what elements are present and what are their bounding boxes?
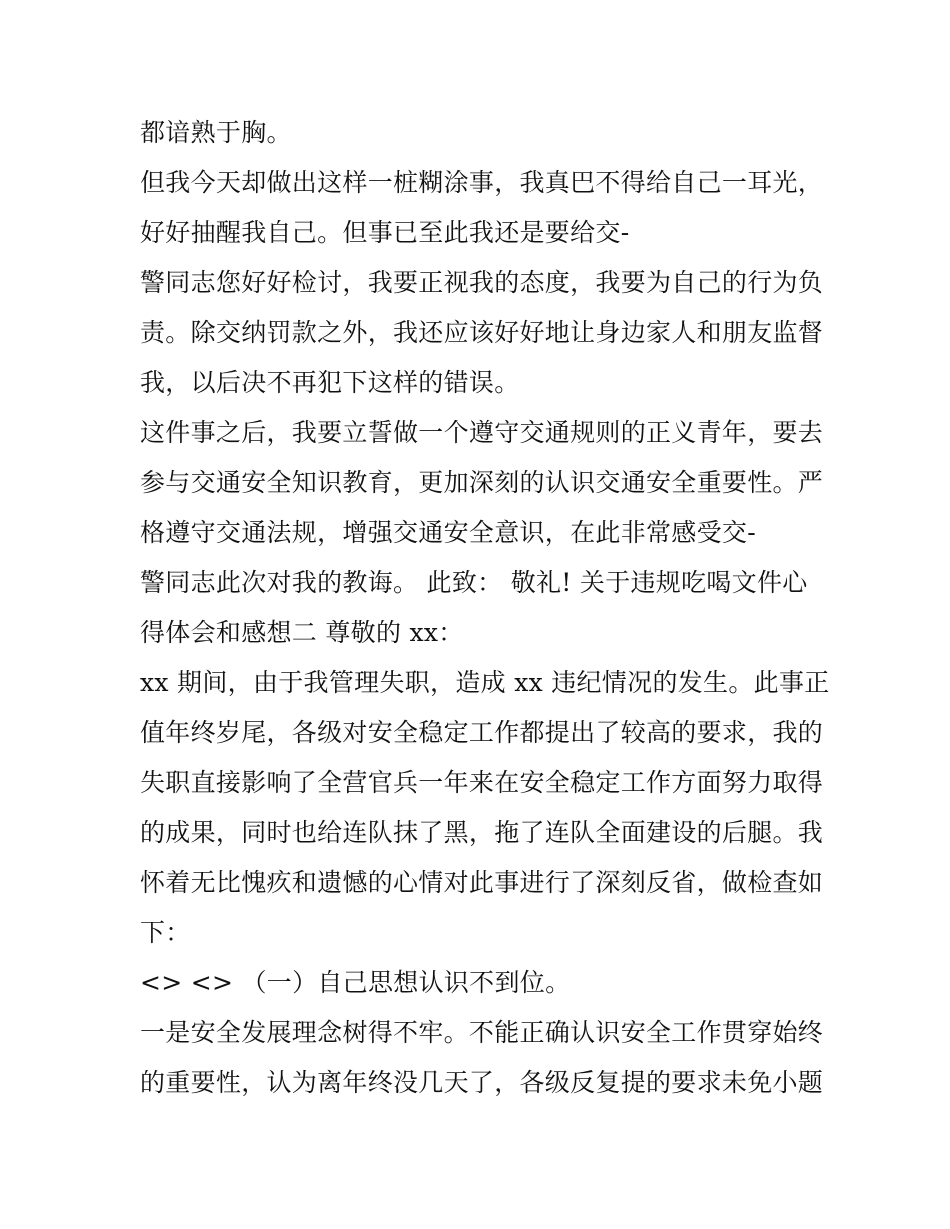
- text-line: 这件事之后，我要立誓做一个遵守交通规则的正义青年，要去: [140, 418, 824, 447]
- text-line: 警同志此次对我的教诲。 此致： 敬礼! 关于违规吃喝文件心: [140, 568, 808, 597]
- text-line: 格遵守交通法规，增强交通安全意识，在此非常感受交-: [140, 518, 756, 547]
- text-line: 警同志您好好检讨，我要正视我的态度，我要为自己的行为负: [140, 268, 824, 297]
- text-line: 的重要性，认为离年终没几天了，各级反复提的要求未免小题: [140, 1068, 824, 1097]
- text-line: 得体会和感想二 尊敬的 xx：: [140, 618, 464, 647]
- text-line: <> <> （一）自己思想认识不到位。: [140, 968, 571, 997]
- text-line: 一是安全发展理念树得不牢。不能正确认识安全工作贯穿始终: [140, 1018, 824, 1047]
- text-line: 都谙熟于胸。: [140, 118, 292, 147]
- document-body: [140, 108, 830, 1108]
- text-line: 值年终岁尾，各级对安全稳定工作都提出了较高的要求，我的: [140, 718, 824, 747]
- text-line: 下：: [140, 918, 191, 947]
- text-line: 失职直接影响了全营官兵一年来在安全稳定工作方面努力取得: [140, 768, 824, 797]
- text-line: xx 期间，由于我管理失职，造成 xx 违纪情况的发生。此事正: [140, 668, 830, 697]
- text-line: 好好抽醒我自己。但事已至此我还是要给交-: [140, 218, 630, 247]
- text-line: 怀着无比愧疚和遗憾的心情对此事进行了深刻反省，做检查如: [140, 868, 824, 897]
- text-line: 参与交通安全知识教育，更加深刻的认识交通安全重要性。严: [140, 468, 824, 497]
- text-line: 的成果，同时也给连队抹了黑，拖了连队全面建设的后腿。我: [140, 818, 824, 847]
- text-line: 责。除交纳罚款之外，我还应该好好地让身边家人和朋友监督: [140, 318, 824, 347]
- text-line: 我，以后决不再犯下这样的错误。: [140, 368, 520, 397]
- text-line: 但我今天却做出这样一桩糊涂事，我真巴不得给自己一耳光，: [140, 168, 824, 197]
